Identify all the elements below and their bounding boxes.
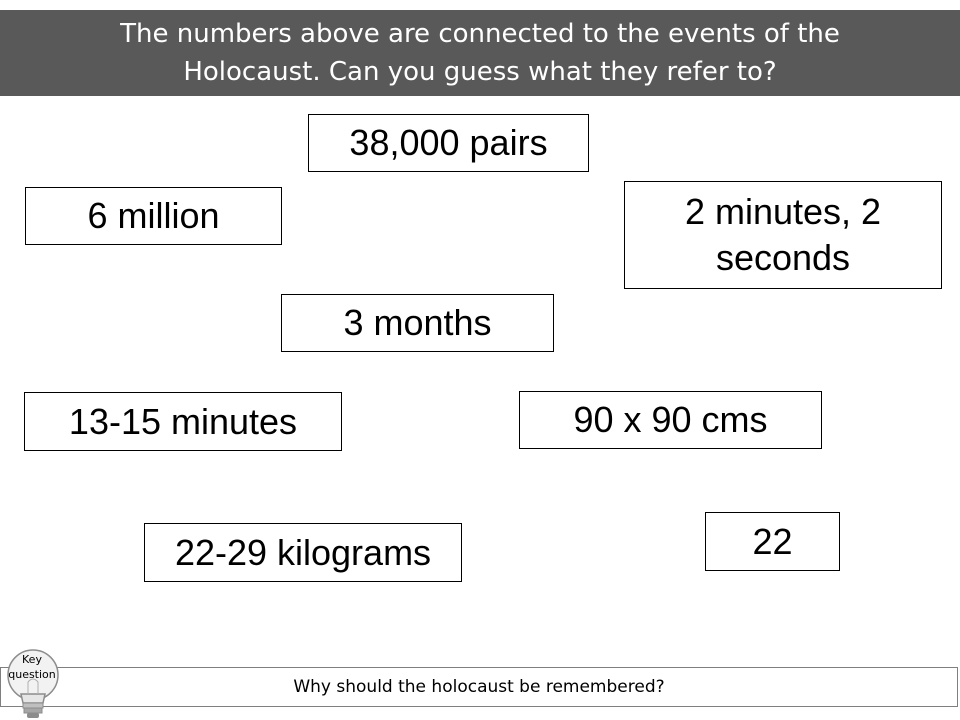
card-text: 90 x 90 cms [573,399,768,440]
card-text: 6 million [87,195,220,236]
card-text: 22 [752,520,793,562]
key-question-bar [0,667,958,707]
card-13-15-minutes [24,392,342,451]
card-text: 22-29 kilograms [174,531,432,573]
card-2-minutes-2-seconds [624,181,942,289]
card-3-months [281,294,554,352]
card-22-29-kilograms [144,523,462,582]
card-text: 3 months [343,302,492,343]
card-90x90-cms [519,391,822,449]
key-question-label: Key question [8,653,56,681]
card-22 [705,512,840,571]
card-text: 38,000 pairs [349,122,548,163]
instruction-banner [0,10,960,96]
instruction-text: The numbers above are connected to the events of the Holocaust. Can you guess what they refer to? [120,19,840,87]
card-text: 13-15 minutes [68,400,298,442]
card-6-million [25,187,282,245]
card-38000-pairs [308,114,589,172]
card-text: 2 minutes, 2 seconds [684,191,882,278]
key-question-text: Why should the holocaust be remembered? [293,677,665,697]
